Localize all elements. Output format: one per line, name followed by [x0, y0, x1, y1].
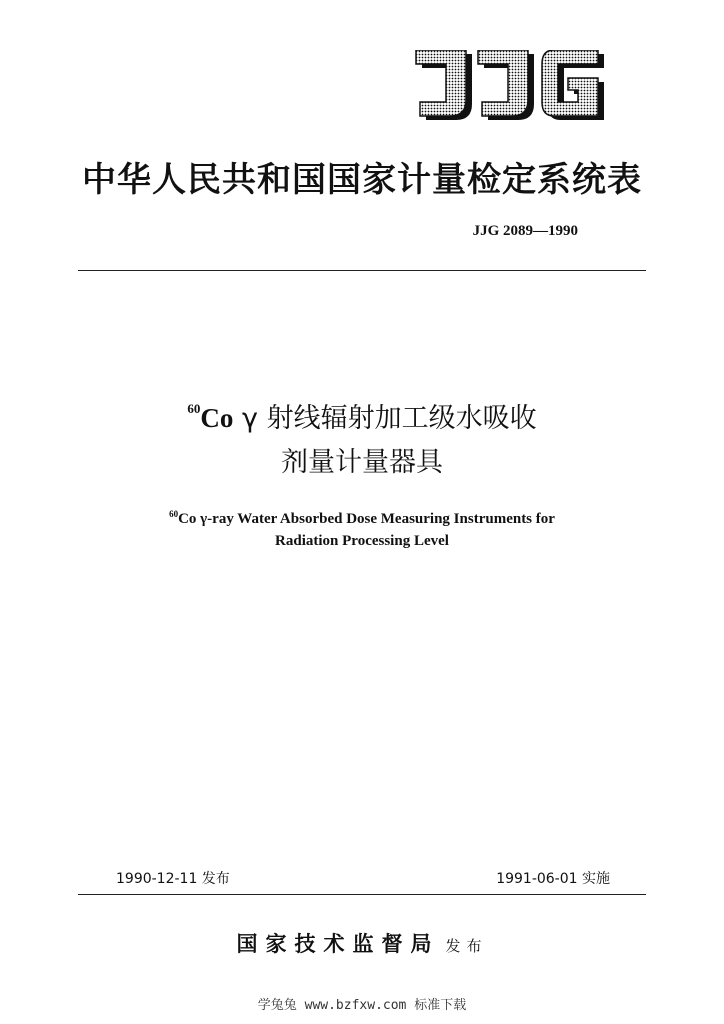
isotope-symbol: Co	[200, 403, 234, 433]
chinese-title-line-2: 剂量计量器具	[281, 447, 443, 478]
issuer-line	[0, 928, 724, 958]
divider-top	[78, 270, 646, 271]
page-title: 中华人民共和国国家计量检定系统表	[82, 160, 642, 200]
issue-date: 1990-12-11 发布	[116, 871, 230, 887]
footer-watermark: 学兔兔 www.bzfxw.com 标准下载	[257, 998, 467, 1013]
divider-bottom	[78, 894, 646, 895]
english-title-line-2: Radiation Processing Level	[275, 533, 449, 549]
english-isotope-mass: 60	[169, 509, 179, 519]
english-title-line-1-text: Co γ-ray Water Absorbed Dose Measuring Instruments for	[178, 511, 555, 527]
issue-action: 发布	[445, 937, 488, 955]
isotope-mass: 60	[187, 401, 201, 416]
jjg-logo	[412, 50, 608, 126]
standard-number: JJG 2089—1990	[472, 223, 578, 239]
implementation-date: 1991-06-01 实施	[496, 871, 610, 887]
logo-face	[416, 50, 598, 116]
isotope-label	[187, 403, 233, 433]
chinese-title-line-1-text: γ 射线辐射加工级水吸收	[242, 403, 537, 434]
issuing-organization: 国家技术监督局	[236, 931, 440, 956]
chinese-title-line-1	[0, 396, 724, 435]
english-title-line-1	[0, 509, 724, 528]
